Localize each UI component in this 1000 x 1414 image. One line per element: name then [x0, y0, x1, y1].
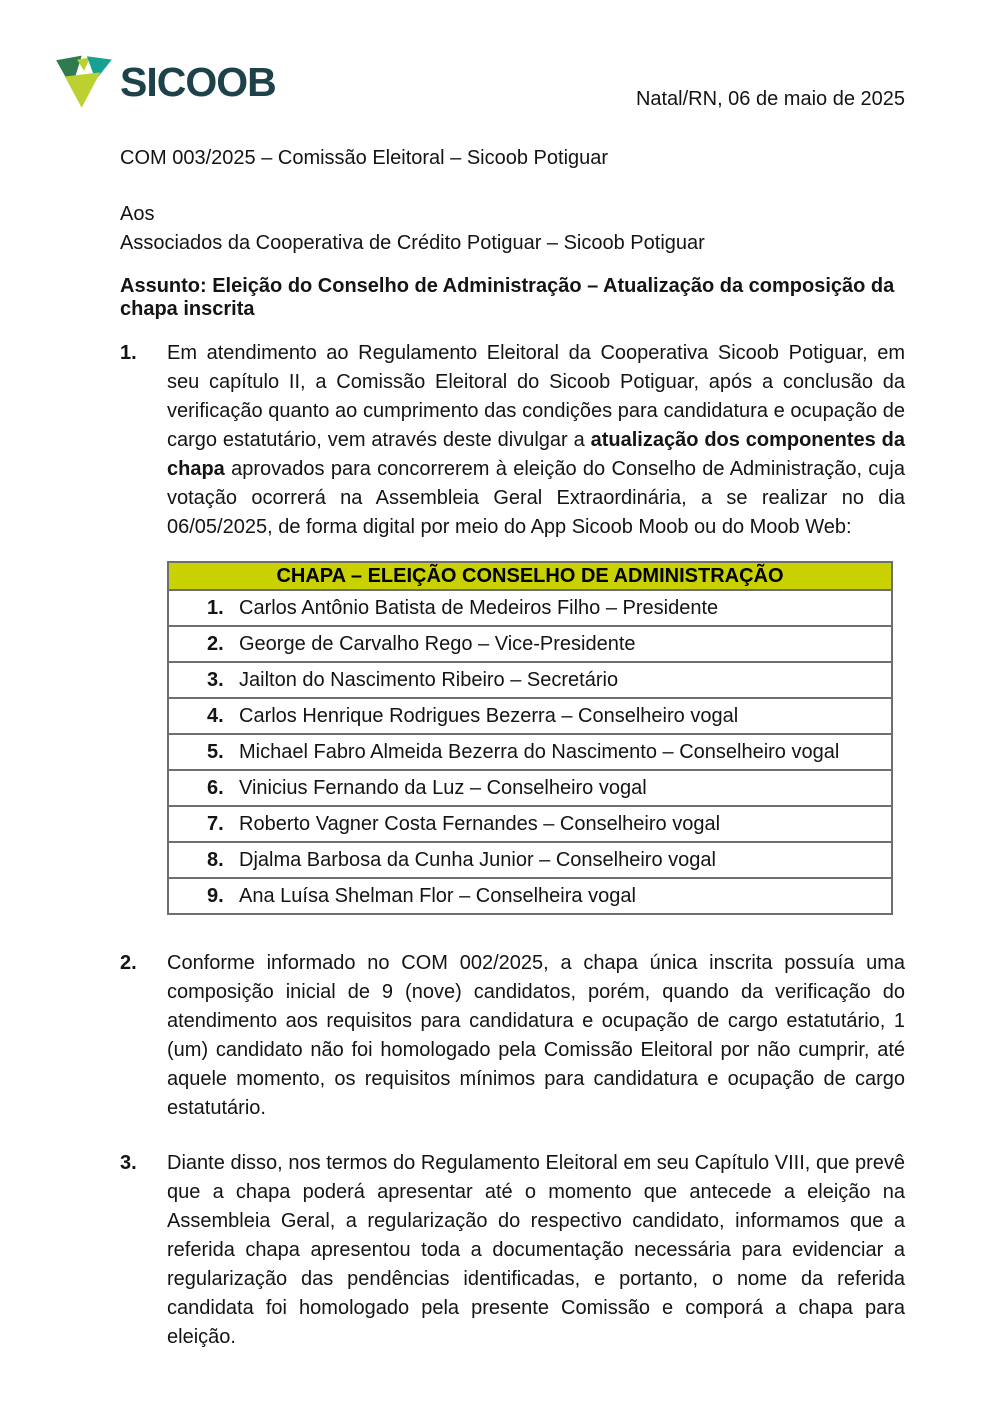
paragraph-1-text-after: aprovados para concorrerem à eleição do Conselho de Administração, cuja votação ocorrerá na Assembleia Geral Extraordinária, a se realizar no dia 06/05/2025, de forma digital por meio do App Sicoob Moob ou do Moob Web: — [167, 458, 905, 538]
table-row — [169, 771, 891, 807]
paragraph-1-text-before: Em atendimento ao Regulamento Eleitoral da Cooperativa Sicoob Potiguar, em seu capítulo II, a Comissão Eleitoral do Sicoob Potiguar, após a conclusão da verificação quanto ao cumprimento das condições para candidatura e ocupação de cargo estatutário, vem através deste divulgar a — [167, 342, 905, 451]
row-text: Vinicius Fernando da Luz – Conselheiro vogal — [239, 776, 647, 799]
row-number: 2. — [207, 632, 224, 655]
paragraph-2-number: 2. — [120, 952, 137, 974]
row-number: 3. — [207, 668, 224, 691]
row-text: Carlos Antônio Batista de Medeiros Filho – Presidente — [239, 596, 719, 619]
row-number: 5. — [207, 740, 224, 763]
paragraph-1-text — [167, 339, 905, 542]
table-row — [169, 699, 891, 735]
table-row — [169, 591, 891, 627]
row-number: 1. — [207, 596, 224, 619]
recipient-line-aos: Aos — [120, 203, 155, 225]
sicoob-wordmark: SICOOB — [120, 58, 276, 105]
sicoob-logo — [55, 54, 276, 110]
row-text: George de Carvalho Rego – Vice-Presidente — [239, 632, 636, 655]
row-number: 9. — [207, 884, 224, 907]
paragraph-1-number: 1. — [120, 342, 137, 364]
row-text: Roberto Vagner Costa Fernandes – Conselheiro vogal — [239, 812, 721, 835]
row-text: Ana Luísa Shelman Flor – Conselheira vogal — [239, 884, 636, 907]
subject-line: Assunto: Eleição do Conselho de Administração – Atualização da composição da chapa inscrita — [120, 275, 895, 320]
row-number: 8. — [207, 848, 224, 871]
recipient-line-associados: Associados da Cooperativa de Crédito Potiguar – Sicoob Potiguar — [120, 232, 705, 254]
paragraph-1-text-bold: atualização dos componentes da chapa — [167, 429, 905, 480]
row-text: Carlos Henrique Rodrigues Bezerra – Conselheiro vogal — [239, 704, 739, 727]
table-row — [169, 807, 891, 843]
chapa-table-header: CHAPA – ELEIÇÃO CONSELHO DE ADMINISTRAÇÃO — [169, 563, 891, 591]
row-text: Djalma Barbosa da Cunha Junior – Conselheiro vogal — [239, 848, 716, 871]
chapa-table — [167, 561, 893, 915]
table-row — [169, 843, 891, 879]
paragraph-3-text: Diante disso, nos termos do Regulamento Eleitoral em seu Capítulo VIII, que prevê que a chapa poderá apresentar até o momento que antecede a eleição na Assembleia Geral, a regularização do respectivo candidato, informamos que a referida chapa apresentou toda a documentação necessária para evidenciar a regularização das pendências identificadas, e portanto, o nome da referida candidata foi homologado pela presente Comissão e comporá a chapa para eleição. — [167, 1152, 905, 1348]
table-row — [169, 627, 891, 663]
recipient-block — [120, 200, 905, 258]
letter-body — [120, 147, 905, 1352]
paragraph-1 — [120, 339, 905, 542]
paragraph-3-number: 3. — [120, 1152, 137, 1174]
paragraph-2 — [120, 949, 905, 1123]
row-text: Michael Fabro Almeida Bezerra do Nascimento – Conselheiro vogal — [239, 740, 840, 763]
sicoob-logo-icon — [55, 54, 113, 110]
row-text: Jailton do Nascimento Ribeiro – Secretário — [239, 668, 619, 691]
row-number: 6. — [207, 776, 224, 799]
table-row — [169, 879, 891, 913]
table-row — [169, 735, 891, 771]
paragraph-3 — [120, 1149, 905, 1352]
table-row — [169, 663, 891, 699]
paragraph-2-text: Conforme informado no COM 002/2025, a chapa única inscrita possuía uma composição inicial de 9 (nove) candidatos, porém, quando da verificação do atendimento aos requisitos para candidatura e ocupação de cargo estatutário, 1 (um) candidato não foi homologado pela Comissão Eleitoral por não cumprir, até aquele momento, os requisitos mínimos para candidatura e ocupação de cargo estatutário. — [167, 952, 905, 1119]
reference-line: COM 003/2025 – Comissão Eleitoral – Sicoob Potiguar — [120, 147, 609, 169]
row-number: 4. — [207, 704, 224, 727]
date-line: Natal/RN, 06 de maio de 2025 — [635, 88, 905, 110]
row-number: 7. — [207, 812, 224, 835]
